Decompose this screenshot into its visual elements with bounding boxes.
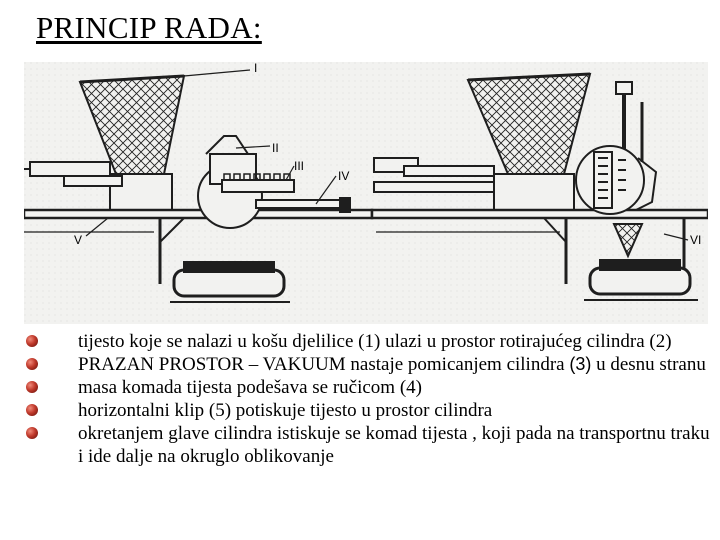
bullet-number: (3) [569, 354, 592, 374]
bullet-text-suffix: u desnu stranu [591, 354, 706, 375]
label-VI: VI [690, 233, 702, 247]
bullet-text: okretanjem glave cilindra istiskuje se komad tijesta , koji pada na transportnu traku i ide dalje na okruglo oblikovanje [78, 423, 710, 467]
bullet-text: tijesto koje se nalazi u košu djelilice (1) ulazi u prostor rotirajućeg cilindra (2) [78, 331, 672, 352]
label-I: I [254, 62, 258, 75]
bullet-item-3 [26, 376, 712, 399]
machine-diagram [24, 62, 708, 324]
conveyor-left [174, 270, 284, 296]
bullet-dot-icon [26, 358, 38, 370]
bullet-text: masa komada tijesta podešava se ručicom (4) [78, 377, 422, 398]
label-II: II [272, 141, 279, 155]
bullet-dot-icon [26, 381, 38, 393]
bullet-dot-icon [26, 404, 38, 416]
bullet-text: horizontalni klip (5) potiskuje tijesto u prostor cilindra [78, 400, 493, 421]
bullet-item-4 [26, 399, 712, 422]
bullet-text-prefix: PRAZAN PROSTOR – VAKUUM nastaje pomicanjem cilindra [78, 354, 570, 375]
page-title: PRINCIP RADA: [36, 10, 262, 45]
table-left [24, 210, 372, 218]
bullet-item-2 [26, 353, 712, 376]
label-III: III [294, 159, 305, 173]
bullet-dot-icon [26, 335, 38, 347]
label-V: V [74, 233, 83, 247]
bullet-dot-icon [26, 427, 38, 439]
bullet-list [26, 330, 712, 468]
conveyor-right [590, 268, 690, 294]
table-right [372, 210, 708, 218]
bullet-item-1 [26, 330, 712, 353]
bullet-item-5 [26, 422, 712, 468]
label-IV: IV [338, 169, 350, 183]
